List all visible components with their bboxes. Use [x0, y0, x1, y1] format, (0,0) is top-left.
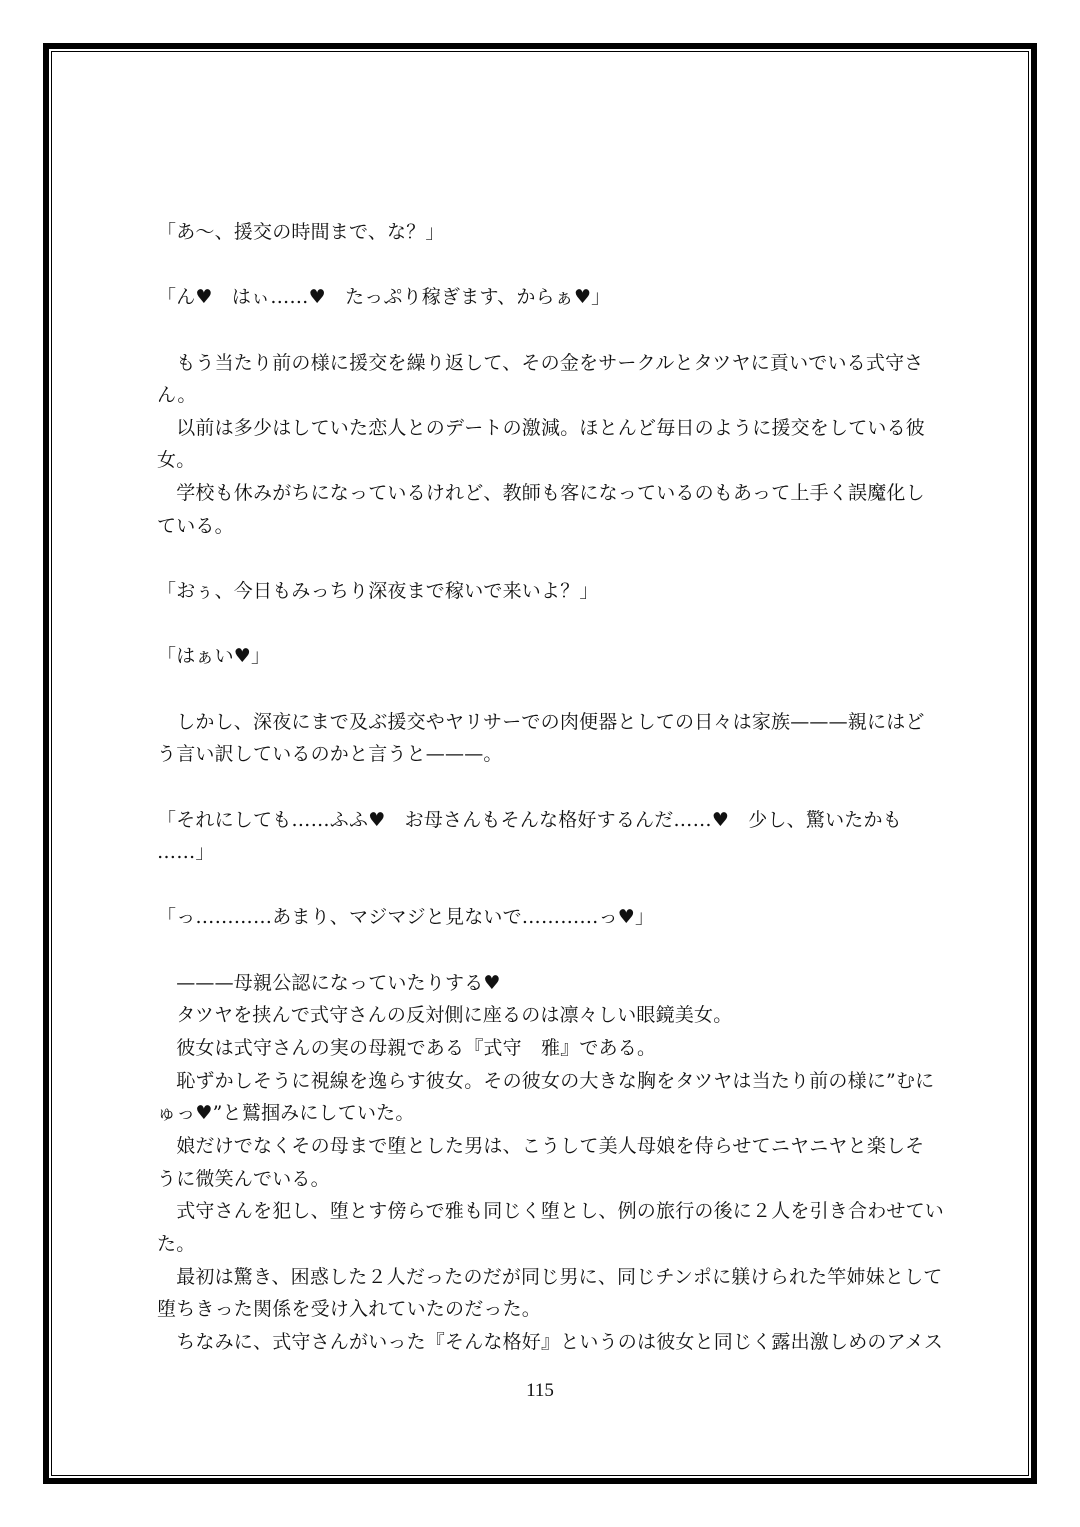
text-line: ———母親公認になっていたりする♥	[157, 971, 501, 994]
text-line: 彼女は式守さんの実の母親である『式守 雅』である。	[157, 1037, 657, 1060]
text-line: うに微笑んでいる。	[157, 1167, 330, 1190]
blank-line	[157, 542, 937, 575]
blank-line	[157, 869, 937, 902]
text-line: ている。	[157, 514, 234, 537]
text-line: 堕ちきった関係を受け入れていたのだった。	[157, 1298, 542, 1321]
blank-line	[157, 314, 937, 347]
text-line: ……」	[157, 841, 215, 864]
body-text	[157, 216, 945, 1358]
text-line: 最初は驚き、困惑した２人だったのだが同じ男に、同じチンポに躾けられた竿姉妹として	[157, 1265, 943, 1288]
text-line: 式守さんを犯し、堕とす傍らで雅も同じく堕とし、例の旅行の後に２人を引き合わせてい	[157, 1200, 945, 1223]
text-line: た。	[157, 1232, 196, 1255]
text-line: ん。	[157, 384, 197, 407]
text-line: 「あ〜、援交の時間まで、な？」	[157, 221, 445, 243]
blank-line	[157, 771, 937, 804]
blank-line	[157, 608, 937, 641]
text-line: しかし、深夜にまで及ぶ援交やヤリサーでの肉便器としての日々は家族———親にはど	[157, 710, 925, 733]
text-line: 「はぁい♥」	[157, 645, 271, 668]
text-line: 「ん♥ はぃ……♥ たっぷり稼ぎます、からぁ♥」	[157, 286, 611, 309]
text-line: 以前は多少はしていた恋人とのデートの激減。ほとんど毎日のように援交をしている彼	[157, 416, 926, 439]
text-line: 「おぅ、今日もみっちり深夜まで稼いで来いよ？」	[157, 580, 599, 603]
text-line: 恥ずかしそうに視線を逸らす彼女。その彼女の大きな胸をタツヤは当たり前の様に”むに	[157, 1069, 935, 1092]
text-line: 学校も休みがちになっているけれど、教師も客になっているのもあって上手く誤魔化し	[157, 482, 925, 505]
blank-line	[157, 673, 937, 706]
text-line: 「っ…………あまり、マジマジと見ないで…………っ♥」	[157, 906, 655, 929]
text-line: う言い訳しているのかと言うと———。	[157, 743, 503, 766]
text-line: もう当たり前の様に援交を繰り返して、その金をサークルとタツヤに貢いでいる式守さ	[157, 351, 924, 374]
text-line: 「それにしても……ふふ♥ お母さんもそんな格好するんだ……♥ 少し、驚いたかも	[157, 808, 902, 831]
text-line: ゅっ♥”と鷲掴みにしていた。	[157, 1102, 415, 1125]
text-line: 女。	[157, 449, 196, 472]
text-line: ちなみに、式守さんがいった『そんな格好』というのは彼女と同じく露出激しめのアメス	[157, 1330, 944, 1353]
blank-line	[157, 249, 937, 282]
blank-line	[157, 934, 937, 967]
text-line: タツヤを挟んで式守さんの反対側に座るのは凛々しい眼鏡美女。	[157, 1004, 733, 1027]
page-number: 115	[526, 1380, 554, 1401]
text-line: 娘だけでなくその母まで堕とした男は、こうして美人母娘を侍らせてニヤニヤと楽しそ	[157, 1134, 925, 1157]
